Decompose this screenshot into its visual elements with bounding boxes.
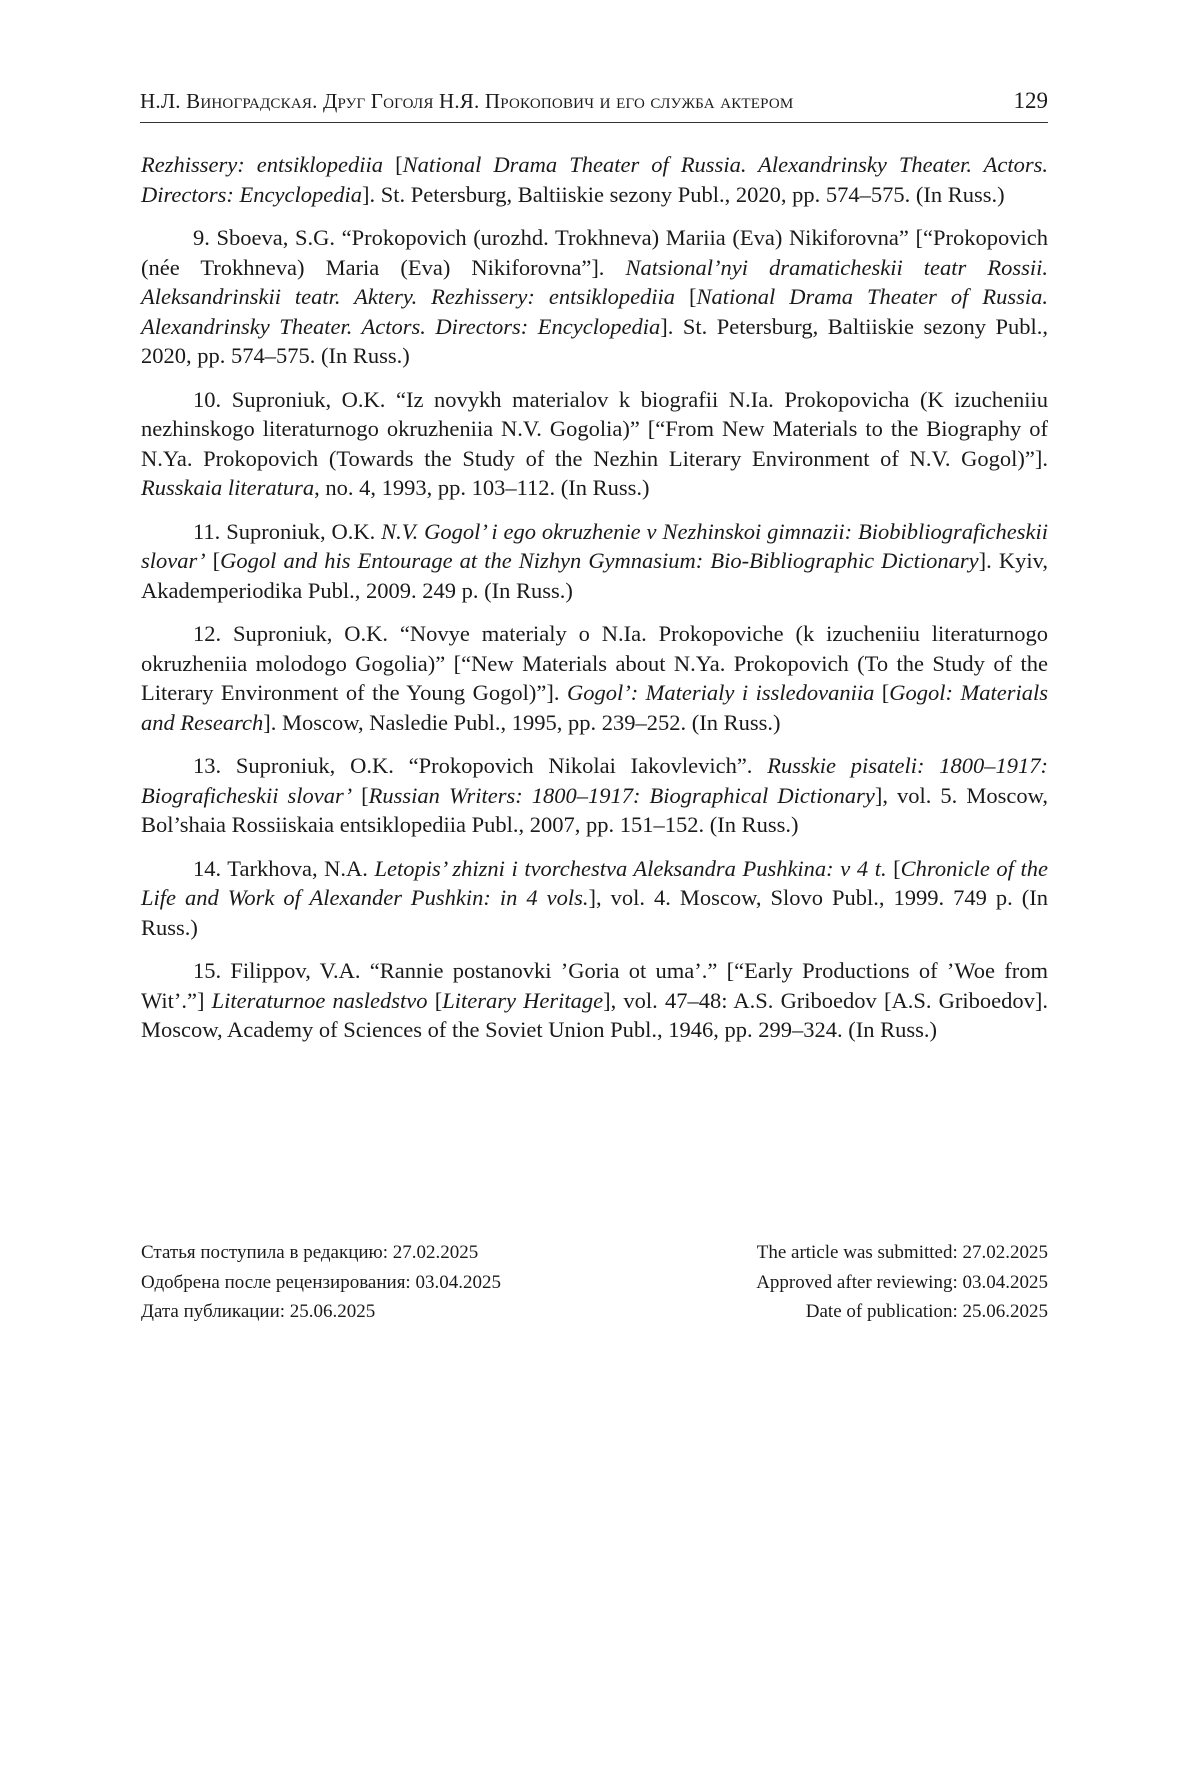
reference-title-italic: Gogol: Materials and Research	[141, 680, 1049, 735]
dates-russian	[141, 1238, 501, 1327]
reference-text: [	[427, 987, 443, 1013]
reference-item	[141, 751, 1048, 840]
reference-text: [	[886, 855, 901, 881]
reference-title-italic: Rezhissery: entsiklopediia	[141, 152, 384, 177]
reference-text: ], vol. 47–48: A.S. Griboedov [A.S. Griboedov]. Moscow, Academy of Sciences of the Soviet Union Publ., 1946, pp. 299–324. (In Russ.)	[141, 987, 1048, 1042]
reference-text: [	[874, 680, 890, 705]
reference-text: [	[205, 548, 221, 573]
reference-text: 11. Suproniuk, O.K.	[193, 518, 382, 544]
reference-title-italic: Letopis’ zhizni i tvorchestva Aleksandra Pushkina: v 4 t.	[374, 855, 887, 881]
reference-text: [	[675, 284, 697, 309]
reference-text: 13. Suproniuk, O.K. “Prokopovich Nikolai Iakovlevich”.	[193, 753, 768, 778]
reference-title-italic: Literary Heritage	[442, 987, 604, 1013]
date-approved-en: Approved after reviewing: 03.04.2025	[756, 1271, 1048, 1293]
reference-text: ]. Kyiv, Akademperiodika Publ., 2009. 249 p. (In Russ.)	[141, 548, 1048, 603]
reference-text: ]. Moscow, Nasledie Publ., 1995, pp. 239–252. (In Russ.)	[263, 709, 781, 735]
reference-text: ]. St. Petersburg, Baltiiskie sezony Publ., 2020, pp. 574–575. (In Russ.)	[361, 181, 1005, 207]
reference-text: 12. Suproniuk, O.K. “Novye materialy o N.Ia. Prokopoviche (k izucheniiu literaturnogo okruzheniia molodogo Gogolia)” [“New Materials about N.Ya. Prokopovich (To the Study of the Literary Environment of the Young Gogol)”].	[141, 621, 1048, 705]
reference-title-italic: Gogol and his Entourage at the Nizhyn Gymnasium: Bio-Bibliographic Dictionary	[220, 548, 979, 573]
reference-title-italic: Gogol’: Materialy i issledovaniia	[566, 680, 875, 705]
date-submitted-ru: Статья поступила в редакцию: 27.02.2025	[141, 1242, 479, 1263]
reference-text: ]. St. Petersburg, Baltiiskie sezony Publ., 2020, pp. 574–575. (In Russ.)	[141, 313, 1048, 368]
reference-title-italic: Chronicle of the Life and Work of Alexander Pushkin: in 4 vols.	[141, 855, 1048, 910]
reference-text: 9. Sboeva, S.G. “Prokopovich (urozhd. Trokhneva) Mariia (Eva) Nikiforovna” [“Prokopovich (née Trokhneva) Maria (Eva) Nikiforovna”].	[141, 225, 1048, 280]
reference-item	[141, 619, 1048, 737]
reference-title-italic: National Drama Theater of Russia. Alexandrinsky Theater. Actors. Directors: Encyclopedia	[141, 152, 1049, 207]
reference-text: [	[352, 782, 369, 808]
reference-title-italic: Russkaia literatura	[141, 475, 315, 500]
reference-text: [	[383, 152, 403, 177]
date-published-en: Date of publication: 25.06.2025	[805, 1301, 1048, 1322]
reference-title-italic: Russian Writers: 1800–1917: Biographical Dictionary	[368, 782, 875, 808]
reference-title-italic: National Drama Theater of Russia. Alexandrinsky Theater. Actors. Directors: Encyclopedia	[141, 284, 1048, 339]
reference-item	[141, 517, 1048, 606]
reference-title-italic: Literaturnoe nasledstvo	[211, 987, 428, 1013]
reference-item	[141, 150, 1048, 209]
reference-title-italic: Natsional’nyi dramaticheskii teatr Rossii. Aleksandrinskii teatr. Aktery. Rezhissery: entsiklopediia	[141, 254, 1048, 309]
reference-title-italic: Russkie pisateli: 1800–1917: Biograficheskii slovar’	[141, 753, 1048, 808]
reference-text: 14. Tarkhova, N.A.	[193, 855, 375, 881]
reference-title-italic: N.V. Gogol’ i ego okruzhenie v Nezhinskoi gimnazii: Biobibliograficheskii slovar’	[141, 518, 1048, 573]
reference-item	[141, 854, 1048, 943]
publication-dates	[141, 1238, 1048, 1327]
dates-english	[756, 1238, 1048, 1327]
running-title: Н.Л. Виноградская. Друг Гоголя Н.Я. Прокопович и его служба актером	[140, 89, 794, 113]
reference-text: ], vol. 4. Moscow, Slovo Publ., 1999. 749 p. (In Russ.)	[141, 885, 1048, 940]
reference-item	[141, 385, 1048, 503]
reference-text: , no. 4, 1993, pp. 103–112. (In Russ.)	[314, 475, 650, 500]
reference-item	[141, 223, 1048, 371]
page-number: 129	[1013, 88, 1048, 113]
reference-text: 15. Filippov, V.A. “Rannie postanovki ’Goria ot uma’.” [“Early Productions of ’Woe from Wit’.”]	[141, 958, 1048, 1013]
reference-text: 10. Suproniuk, O.K. “Iz novykh materialov k biografii N.Ia. Prokopovicha (K izucheniiu nezhinskogo literaturnogo okruzheniia N.V. Gogolia)” [“From New Materials to the Biography of N.Ya. Prokopovich (Towards the Study of the Nezhin Literary Environment of N.V. Gogol)”].	[141, 386, 1048, 471]
date-submitted-en: The article was submitted: 27.02.2025	[756, 1242, 1048, 1263]
running-head	[140, 88, 1048, 123]
reference-list	[141, 150, 1048, 1059]
reference-text: ], vol. 5. Moscow, Bol’shaia Rossiiskaia entsiklopediia Publ., 2007, pp. 151–152. (In Russ.)	[141, 782, 1048, 837]
date-approved-ru: Одобрена после рецензирования: 03.04.2025	[141, 1271, 501, 1293]
date-published-ru: Дата публикации: 25.06.2025	[141, 1301, 376, 1322]
reference-item	[141, 956, 1048, 1045]
